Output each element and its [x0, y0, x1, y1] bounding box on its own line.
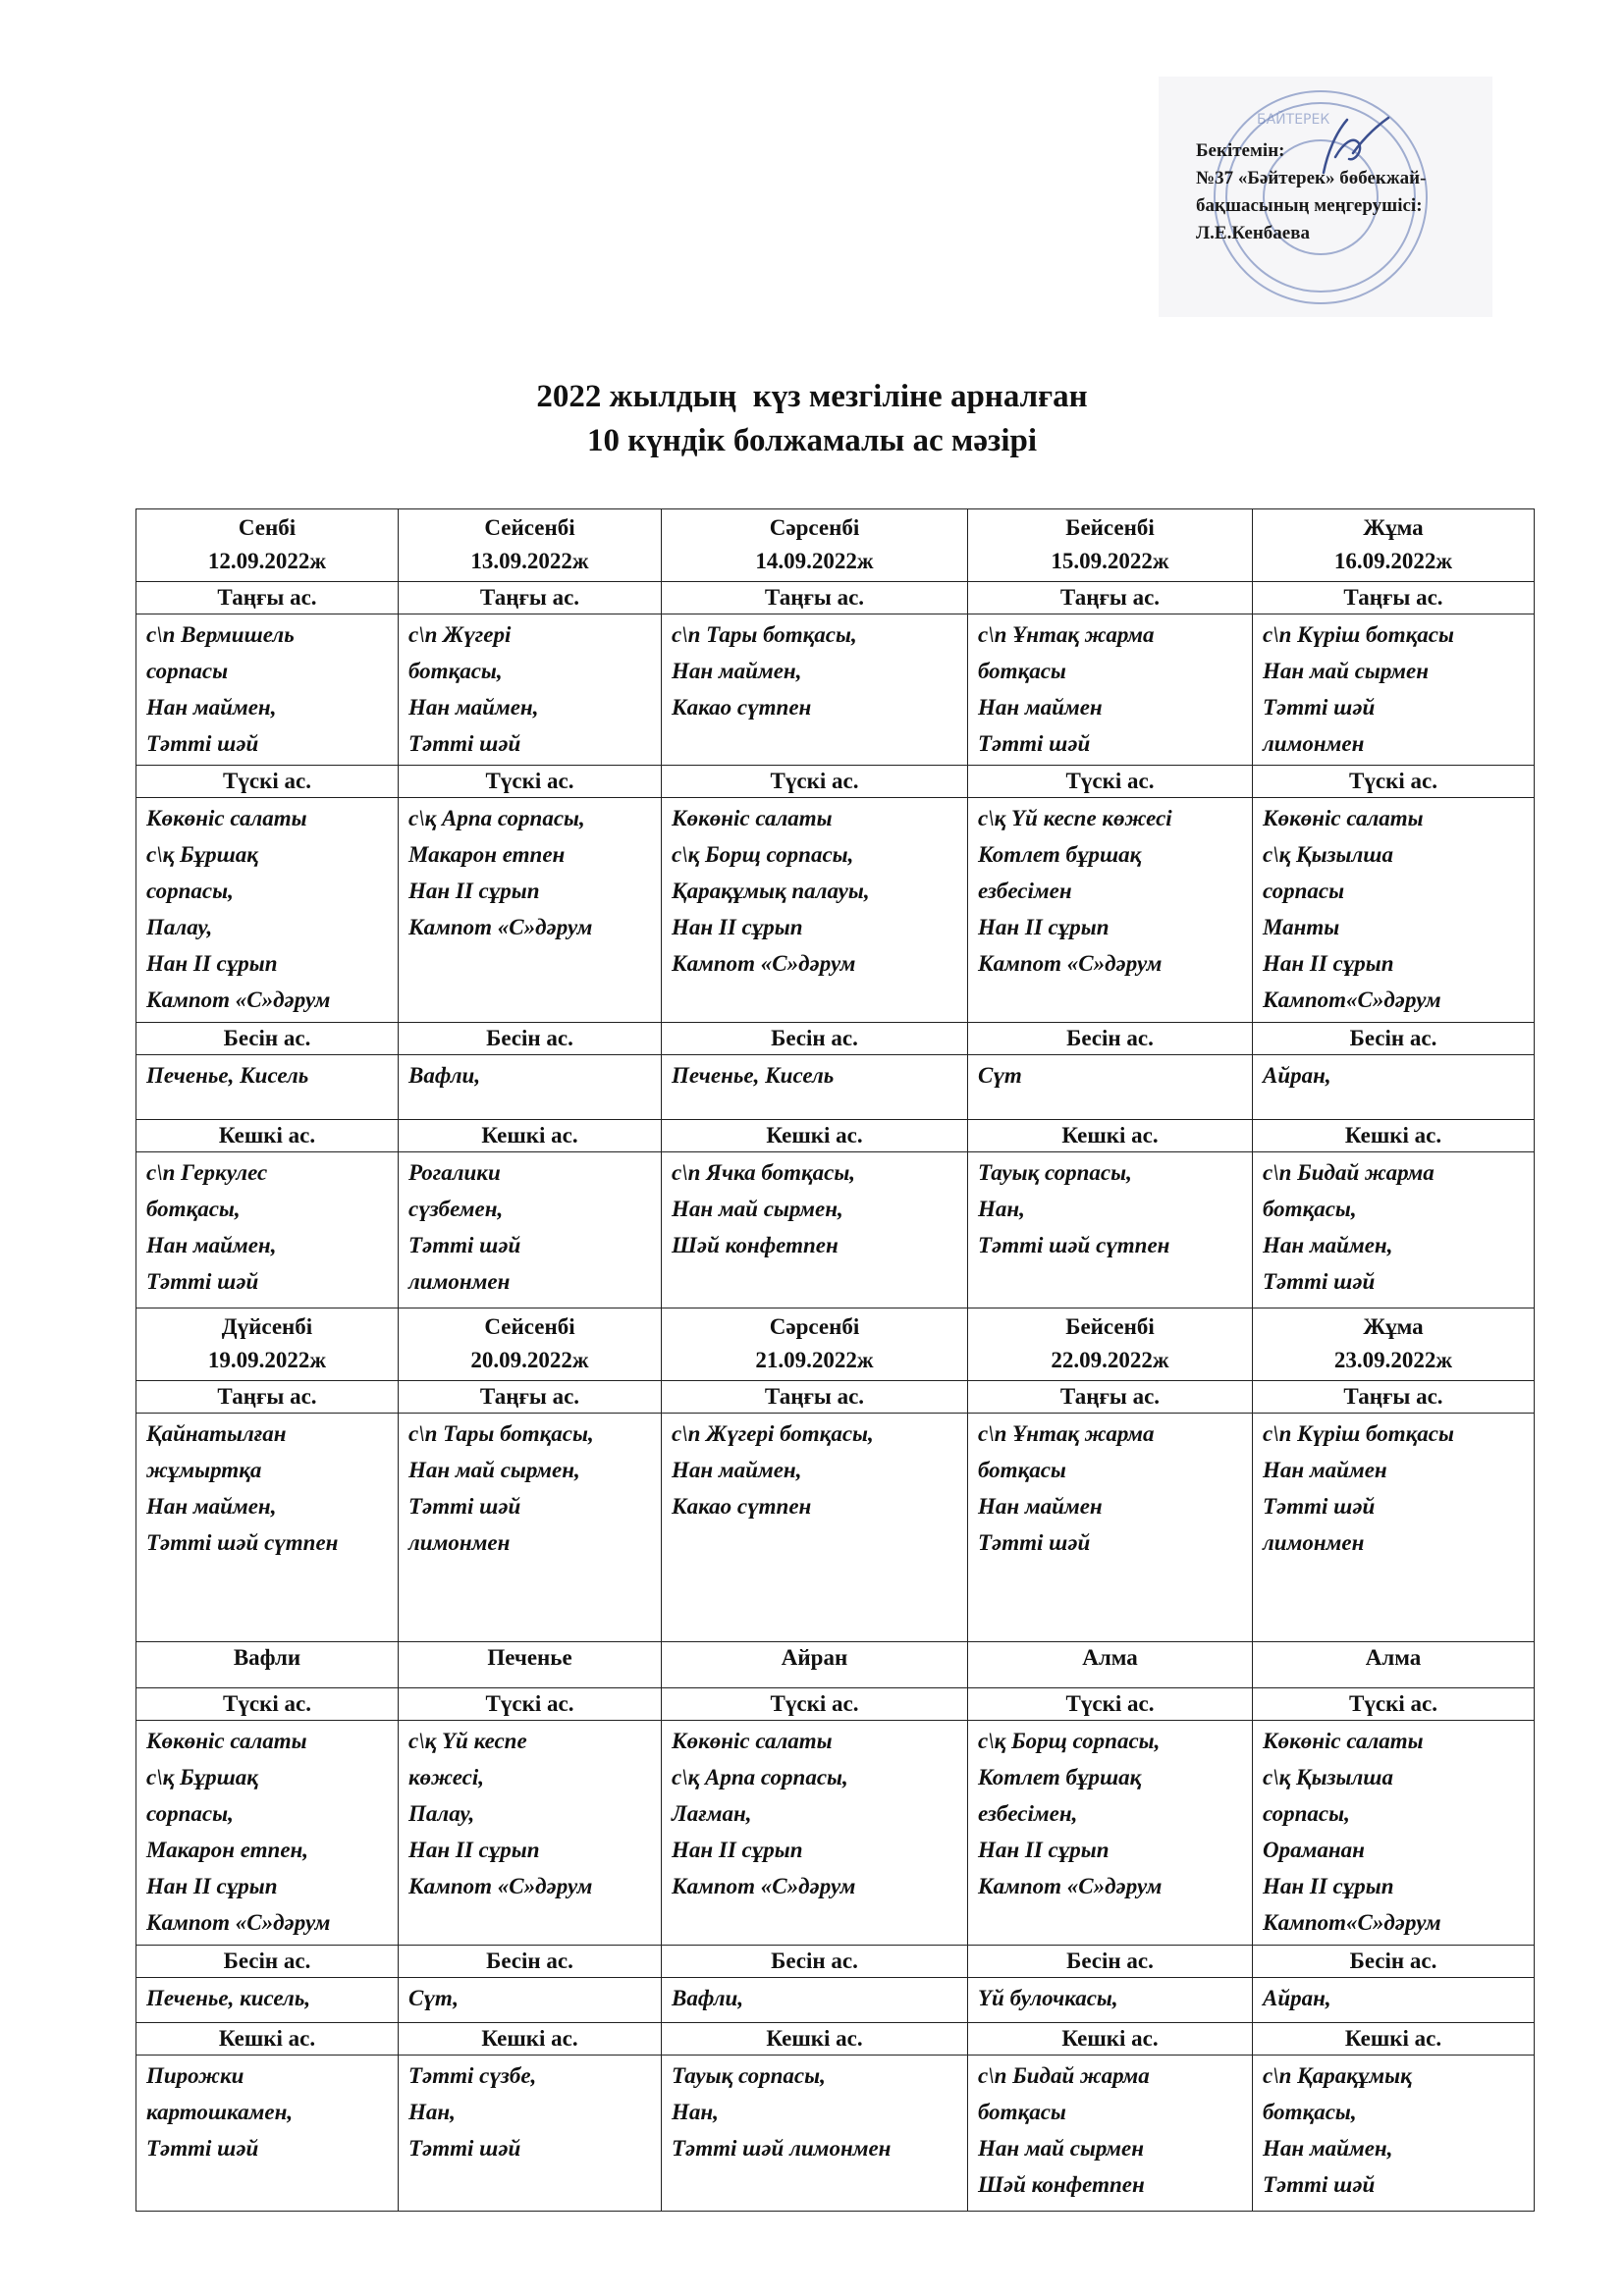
meal-items-cell: Көкөніс салаты с\қ Қызылша сорпасы, Ораманан Нан ІІ сұрып Кампот«С»дәрум — [1253, 1721, 1535, 1946]
meal-section-label: Бесін ас. — [1253, 1946, 1535, 1978]
day-date: 14.09.2022ж — [755, 549, 874, 573]
meal-section-label: Түскі ас. — [662, 766, 968, 798]
meal-section-label: Кешкі ас. — [968, 2023, 1253, 2056]
meal-items-cell: с\п Жүгері ботқасы, Нан маймен, Тәтті шәй — [399, 614, 662, 766]
meal-section-row — [136, 1688, 1535, 1721]
day-name: Бейсенбі — [1065, 515, 1155, 540]
day-header-row — [136, 509, 1535, 582]
menu-table — [135, 508, 1535, 2212]
day-header-cell — [136, 1308, 399, 1381]
meal-items-row — [136, 1721, 1535, 1946]
meal-items-cell: Печенье, Кисель — [136, 1055, 399, 1120]
meal-section-label: Кешкі ас. — [399, 2023, 662, 2056]
meal-section-label: Таңғы ас. — [399, 582, 662, 614]
meal-section-label: Таңғы ас. — [662, 582, 968, 614]
meal-items-cell: Печенье, Кисель — [662, 1055, 968, 1120]
meal-section-label: Бесін ас. — [136, 1023, 399, 1055]
meal-section-label: Таңғы ас. — [662, 1381, 968, 1414]
meal-items-cell: Печенье, кисель, — [136, 1978, 399, 2023]
meal-items-row — [136, 614, 1535, 766]
meal-items-row — [136, 1414, 1535, 1642]
approval-line: №37 «Бәйтерек» бөбекжай- — [1196, 168, 1427, 188]
meal-section-row — [136, 1381, 1535, 1414]
meal-items-cell: с\п Вермишель сорпасы Нан маймен, Тәтті шәй — [136, 614, 399, 766]
meal-section-label: Бесін ас. — [968, 1023, 1253, 1055]
meal-section-label: Кешкі ас. — [399, 1120, 662, 1152]
day-name: Бейсенбі — [1065, 1314, 1155, 1339]
meal-section-label: Түскі ас. — [968, 766, 1253, 798]
day-header-cell — [662, 509, 968, 582]
meal-section-row — [136, 1120, 1535, 1152]
meal-items-cell: Тәтті сүзбе, Нан, Тәтті шәй — [399, 2056, 662, 2212]
day-name: Жұма — [1363, 515, 1424, 540]
meal-items-cell: с\қ Арпа сорпасы, Макарон етпен Нан ІІ сұрып Кампот «С»дәрум — [399, 798, 662, 1023]
meal-section-label: Кешкі ас. — [1253, 2023, 1535, 2056]
meal-section-label: Алма — [1253, 1642, 1535, 1688]
day-header-cell — [968, 1308, 1253, 1381]
approval-line: Л.Е.Кенбаева — [1196, 223, 1310, 243]
meal-section-label: Бесін ас. — [136, 1946, 399, 1978]
day-name: Сенбі — [238, 515, 297, 540]
meal-items-cell: с\қ Үй кеспе көжесі Котлет бұршақ езбесімен Нан ІІ сұрып Кампот «С»дәрум — [968, 798, 1253, 1023]
day-date: 16.09.2022ж — [1333, 549, 1453, 573]
meal-section-label: Бесін ас. — [1253, 1023, 1535, 1055]
meal-section-label: Бесін ас. — [399, 1023, 662, 1055]
meal-items-cell: Қайнатылған жұмыртқа Нан маймен, Тәтті шәй сүтпен — [136, 1414, 399, 1642]
approval-line: бақшасының меңгерушісі: — [1196, 195, 1423, 216]
meal-section-row — [136, 766, 1535, 798]
day-name: Сәрсенбі — [769, 1314, 860, 1339]
meal-section-label: Түскі ас. — [1253, 1688, 1535, 1721]
day-date: 19.09.2022ж — [207, 1348, 327, 1372]
day-name: Сәрсенбі — [769, 515, 860, 540]
day-header-cell — [968, 509, 1253, 582]
meal-section-label: Айран — [662, 1642, 968, 1688]
day-header-row — [136, 1308, 1535, 1381]
meal-section-label: Таңғы ас. — [136, 582, 399, 614]
meal-items-cell: Тауық сорпасы, Нан, Тәтті шәй сүтпен — [968, 1152, 1253, 1308]
meal-items-cell: Көкөніс салаты с\қ Бұршақ сорпасы, Макарон етпен, Нан ІІ сұрып Кампот «С»дәрум — [136, 1721, 399, 1946]
day-header-cell — [1253, 509, 1535, 582]
day-date: 12.09.2022ж — [207, 549, 327, 573]
meal-items-cell: с\п Күріш ботқасы Нан май сырмен Тәтті шәй лимонмен — [1253, 614, 1535, 766]
meal-items-cell: Вафли, — [399, 1055, 662, 1120]
meal-section-label: Түскі ас. — [968, 1688, 1253, 1721]
day-date: 15.09.2022ж — [1051, 549, 1169, 573]
day-date: 13.09.2022ж — [470, 549, 589, 573]
day-header-cell — [399, 1308, 662, 1381]
meal-section-row — [136, 1023, 1535, 1055]
day-name: Дүйсенбі — [221, 1314, 313, 1339]
meal-section-label: Кешкі ас. — [1253, 1120, 1535, 1152]
meal-items-cell: с\п Тары ботқасы, Нан май сырмен, Тәтті шәй лимонмен — [399, 1414, 662, 1642]
approval-text — [1196, 137, 1426, 247]
meal-items-cell: Көкөніс салаты с\қ Борщ сорпасы, Қарақұмық палауы, Нан ІІ сұрып Кампот «С»дәрум — [662, 798, 968, 1023]
day-name: Жұма — [1363, 1314, 1424, 1339]
meal-items-cell: с\п Ұнтақ жарма ботқасы Нан маймен Тәтті шәй — [968, 1414, 1253, 1642]
meal-items-cell: с\п Қарақұмық ботқасы, Нан маймен, Тәтті шәй — [1253, 2056, 1535, 2212]
meal-section-label: Кешкі ас. — [662, 1120, 968, 1152]
meal-items-cell: с\қ Борщ сорпасы, Котлет бұршақ езбесімен, Нан ІІ сұрып Кампот «С»дәрум — [968, 1721, 1253, 1946]
meal-section-label: Түскі ас. — [136, 766, 399, 798]
stamp-text: БАЙТЕРЕК — [1257, 112, 1330, 128]
meal-items-row — [136, 1978, 1535, 2023]
title-line-1: 2022 жылдың күз мезгіліне арналған — [536, 379, 1088, 414]
approval-line: Бекітемін: — [1196, 140, 1285, 161]
meal-items-cell: с\п Бидай жарма ботқасы Нан май сырмен Шәй конфетпен — [968, 2056, 1253, 2212]
meal-items-row — [136, 798, 1535, 1023]
meal-section-label: Кешкі ас. — [968, 1120, 1253, 1152]
meal-items-cell: с\п Жүгері ботқасы, Нан маймен, Какао сүтпен — [662, 1414, 968, 1642]
meal-items-cell: Вафли, — [662, 1978, 968, 2023]
meal-items-cell: Айран, — [1253, 1055, 1535, 1120]
meal-items-cell: с\п Тары ботқасы, Нан маймен, Какао сүтпен — [662, 614, 968, 766]
meal-items-cell: с\қ Үй кеспе көжесі, Палау, Нан ІІ сұрып Кампот «С»дәрум — [399, 1721, 662, 1946]
meal-section-label: Бесін ас. — [968, 1946, 1253, 1978]
meal-section-row — [136, 2023, 1535, 2056]
meal-items-row — [136, 1055, 1535, 1120]
title-line-2: 10 күндік болжамалы ас мәзірі — [586, 423, 1038, 458]
meal-section-label: Таңғы ас. — [1253, 582, 1535, 614]
meal-items-cell: с\п Ячка ботқасы, Нан май сырмен, Шәй конфетпен — [662, 1152, 968, 1308]
meal-items-cell: Үй булочкасы, — [968, 1978, 1253, 2023]
day-header-cell — [136, 509, 399, 582]
meal-items-row — [136, 2056, 1535, 2212]
meal-items-cell: с\п Геркулес ботқасы, Нан маймен, Тәтті шәй — [136, 1152, 399, 1308]
approval-block — [1159, 77, 1492, 317]
meal-section-label: Печенье — [399, 1642, 662, 1688]
meal-items-cell: Пирожки картошкамен, Тәтті шәй — [136, 2056, 399, 2212]
meal-section-label: Таңғы ас. — [1253, 1381, 1535, 1414]
day-header-cell — [399, 509, 662, 582]
meal-items-cell: с\п Күріш ботқасы Нан маймен Тәтті шәй лимонмен — [1253, 1414, 1535, 1642]
meal-items-cell: с\п Бидай жарма ботқасы, Нан маймен, Тәтті шәй — [1253, 1152, 1535, 1308]
meal-items-cell: Тауық сорпасы, Нан, Тәтті шәй лимонмен — [662, 2056, 968, 2212]
day-header-cell — [1253, 1308, 1535, 1381]
day-date: 22.09.2022ж — [1051, 1348, 1169, 1372]
meal-items-cell: Көкөніс салаты с\қ Бұршақ сорпасы, Палау, Нан ІІ сұрып Кампот «С»дәрум — [136, 798, 399, 1023]
day-date: 21.09.2022ж — [755, 1348, 874, 1372]
meal-section-label: Алма — [968, 1642, 1253, 1688]
meal-section-label: Түскі ас. — [399, 1688, 662, 1721]
meal-section-label: Таңғы ас. — [136, 1381, 399, 1414]
day-date: 20.09.2022ж — [470, 1348, 589, 1372]
meal-section-row — [136, 582, 1535, 614]
meal-section-label: Түскі ас. — [1253, 766, 1535, 798]
meal-section-label: Бесін ас. — [662, 1946, 968, 1978]
meal-section-label: Кешкі ас. — [136, 1120, 399, 1152]
meal-items-cell: Көкөніс салаты с\қ Арпа сорпасы, Лағман, Нан ІІ сұрып Кампот «С»дәрум — [662, 1721, 968, 1946]
day-date: 23.09.2022ж — [1333, 1348, 1453, 1372]
meal-section-label: Таңғы ас. — [968, 1381, 1253, 1414]
meal-section-label: Таңғы ас. — [968, 582, 1253, 614]
day-name: Сейсенбі — [484, 515, 575, 540]
meal-items-cell: Айран, — [1253, 1978, 1535, 2023]
meal-items-cell: Сүт — [968, 1055, 1253, 1120]
day-name: Сейсенбі — [484, 1314, 575, 1339]
meal-section-label: Түскі ас. — [136, 1688, 399, 1721]
meal-section-label: Таңғы ас. — [399, 1381, 662, 1414]
meal-items-cell: Көкөніс салаты с\қ Қызылша сорпасы Манты Нан ІІ сұрып Кампот«С»дәрум — [1253, 798, 1535, 1023]
meal-items-cell: Рогалики сүзбемен, Тәтті шәй лимонмен — [399, 1152, 662, 1308]
meal-section-label: Түскі ас. — [662, 1688, 968, 1721]
meal-items-row — [136, 1152, 1535, 1308]
meal-section-label: Түскі ас. — [399, 766, 662, 798]
meal-section-label: Кешкі ас. — [136, 2023, 399, 2056]
document-title — [0, 375, 1624, 463]
meal-section-row — [136, 1642, 1535, 1688]
meal-items-cell: с\п Ұнтақ жарма ботқасы Нан маймен Тәтті шәй — [968, 614, 1253, 766]
meal-items-cell: Сүт, — [399, 1978, 662, 2023]
meal-section-row — [136, 1946, 1535, 1978]
day-header-cell — [662, 1308, 968, 1381]
meal-section-label: Бесін ас. — [662, 1023, 968, 1055]
meal-section-label: Кешкі ас. — [662, 2023, 968, 2056]
meal-section-label: Вафли — [136, 1642, 399, 1688]
meal-section-label: Бесін ас. — [399, 1946, 662, 1978]
